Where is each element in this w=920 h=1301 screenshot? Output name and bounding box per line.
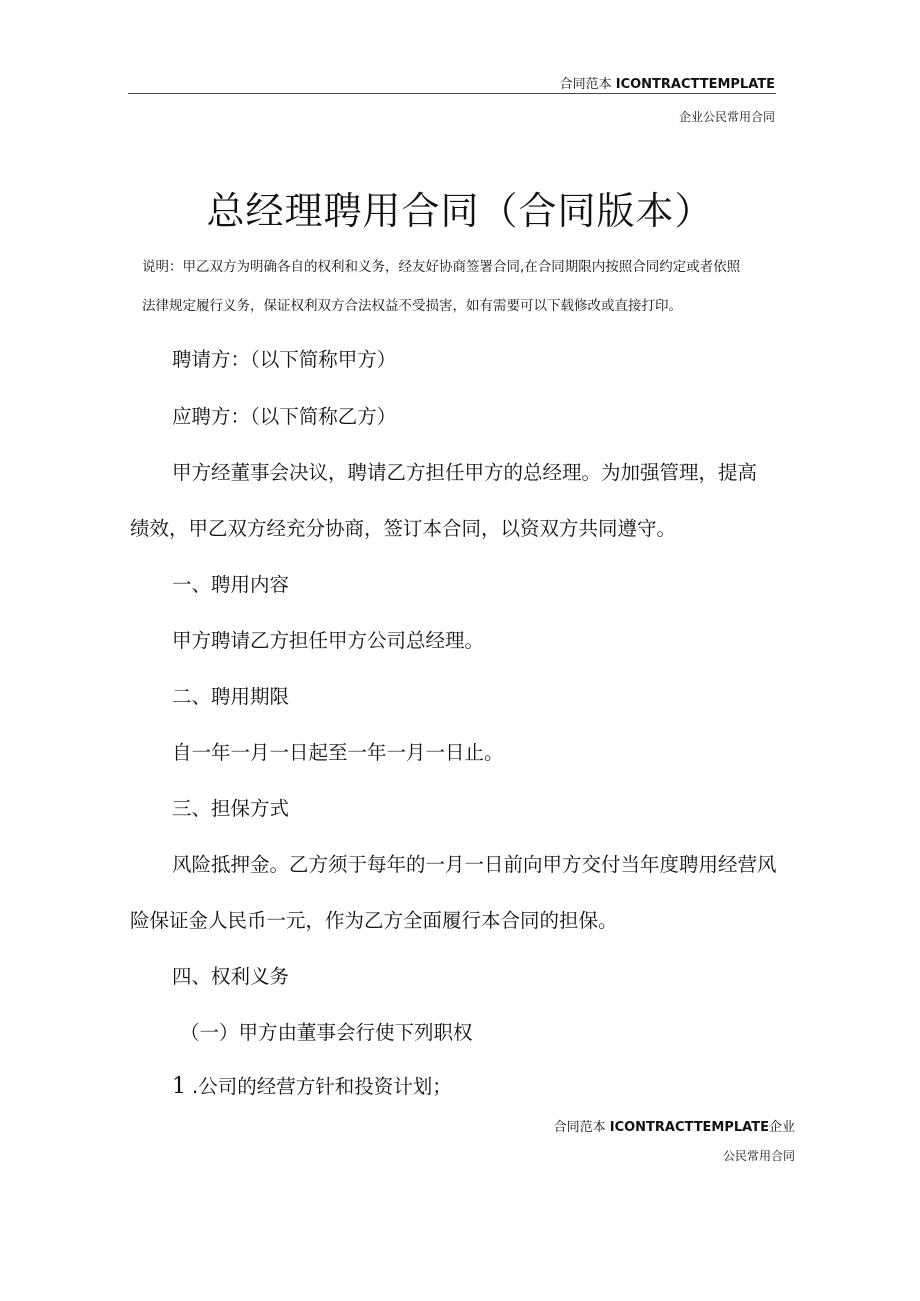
section-4-subheading-1: （一）甲方由董事会行使下列职权 <box>180 1021 473 1044</box>
section-3-heading: 三、担保方式 <box>172 797 290 820</box>
intro-line-2: 绩效，甲乙双方经充分协商，签订本合同，以资双方共同遵守。 <box>130 517 677 540</box>
section-2-text: 自一年一月一日起至一年一月一日止。 <box>172 741 504 764</box>
document-title: 总经理聘用合同（合同版本） <box>206 189 714 233</box>
header-subtitle: 企业公民常用合同 <box>678 110 775 124</box>
footer-template-label <box>554 1116 795 1135</box>
header-divider <box>128 93 776 94</box>
intro-line-1: 甲方经董事会决议，聘请乙方担任甲方的总经理。为加强管理，提高 <box>172 461 758 484</box>
section-1-text: 甲方聘请乙方担任甲方公司总经理。 <box>172 629 485 652</box>
section-2-heading: 二、聘用期限 <box>172 685 290 708</box>
footer-brand: ICONTRACTTEMPLATE <box>609 1120 769 1135</box>
footer-prefix: 合同范本 <box>553 1120 606 1135</box>
footer-subtitle: 公民常用合同 <box>722 1149 795 1163</box>
employee-line: 应聘方：（以下简称乙方） <box>172 405 397 428</box>
list-item-1 <box>172 1071 452 1099</box>
note-line-2: 法律规定履行义务，保证权利双方合法权益不受损害，如有需要可以下载修改或直接打印。 <box>142 298 682 314</box>
note-line-1: 说明：甲乙双方为明确各自的权利和义务，经友好协商签署合同,在合同期限内按照合同约定或者依照 <box>142 259 741 275</box>
footer-suffix: 企业 <box>768 1120 795 1135</box>
header-prefix: 合同范本 <box>559 77 612 92</box>
header-brand: ICONTRACTTEMPLATE <box>615 77 775 92</box>
employer-line: 聘请方：（以下简称甲方） <box>172 348 397 371</box>
list-item-1-text: .公司的经营方针和投资计划； <box>192 1075 452 1098</box>
header-template-label <box>560 73 775 92</box>
section-3-line-2: 险保证金人民币一元，作为乙方全面履行本合同的担保。 <box>130 909 618 932</box>
section-1-heading: 一、聘用内容 <box>172 573 290 596</box>
section-4-heading: 四、权利义务 <box>172 965 290 988</box>
list-item-1-number: 1 <box>172 1074 186 1099</box>
section-3-line-1: 风险抵押金。乙方须于每年的一月一日前向甲方交付当年度聘用经营风 <box>172 853 777 876</box>
